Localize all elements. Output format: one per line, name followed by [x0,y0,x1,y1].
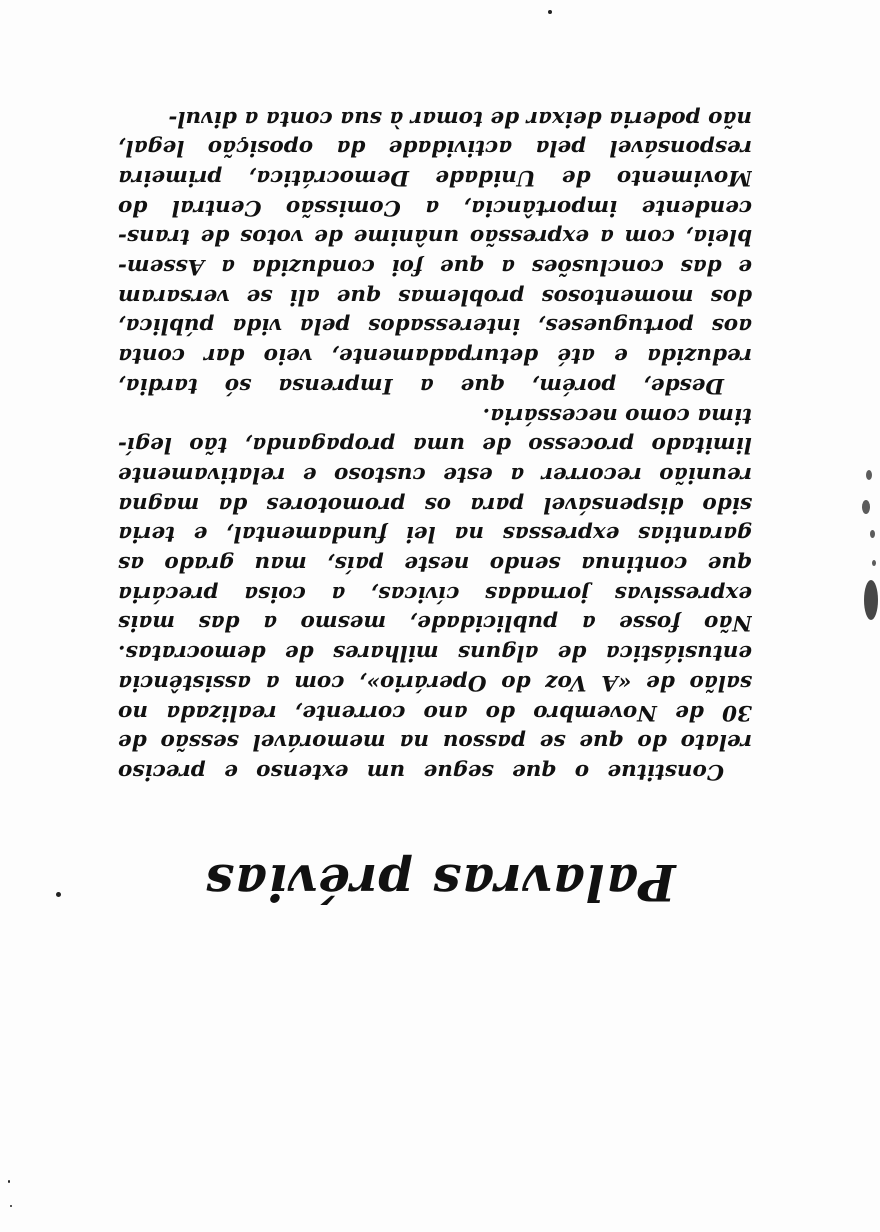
text-line: garantias expressas na lei fundamental, e teria [118,521,752,547]
body-text [118,103,752,786]
text-line: reunião recorrer a este custoso e relativamente [118,461,752,487]
text-line: sido dispensável para os promotores da magna [118,491,752,517]
text-line: Não fosse a publicidade, mesmo a das mais [118,610,752,636]
text-line: relato do que se passou na memorável sessão de [118,729,752,755]
text-line: 30 de Novembro do ano corrente, realizada no [118,699,752,725]
page-title: Palavras prévias [204,853,676,912]
scan-speck [548,10,552,14]
text-line: cendente importância, a Comissão Central do [118,194,752,220]
text-line: aos portugueses, interessados pela vida pública, [118,313,752,339]
text-line: Movimento de Unidade Democrática, primeira [118,164,752,190]
text-line: reduzida e até deturpadamente, veio dar conta [118,343,752,369]
scan-edge-noise [852,470,880,640]
text-line: não poderia deixar de tomar à sua conta a divul- [168,105,752,131]
text-line: dos momentosos problemas que ali se versaram [118,283,752,309]
text-line: Constitue o que segue um extenso e preciso [118,759,724,784]
text-line: limitado processo de uma propaganda, tão legí- [118,432,752,458]
text-line: entusiástica de alguns milhares de democratas. [118,640,752,666]
text-line: Desde, porém, que a Imprensa só tardia, [118,372,724,398]
text-line: que continua sendo neste país, mau grado as [118,551,752,577]
scan-speck [8,1180,10,1183]
text-line: e das conclusões a que foi conduzida a Assem- [118,254,752,280]
text-line: bleia, com a expressão unânime de votos de trans- [118,224,752,250]
scan-speck [56,892,61,897]
scan-speck [10,1205,12,1207]
text-line: expressivas jornadas cívicas, a coisa precária [118,580,752,606]
text-line: salão de «A Voz do Operário», com a assistência [118,669,752,695]
text-line: responsável pela actividade da oposição legal, [118,135,752,161]
text-line: tima como necessária. [482,402,752,428]
